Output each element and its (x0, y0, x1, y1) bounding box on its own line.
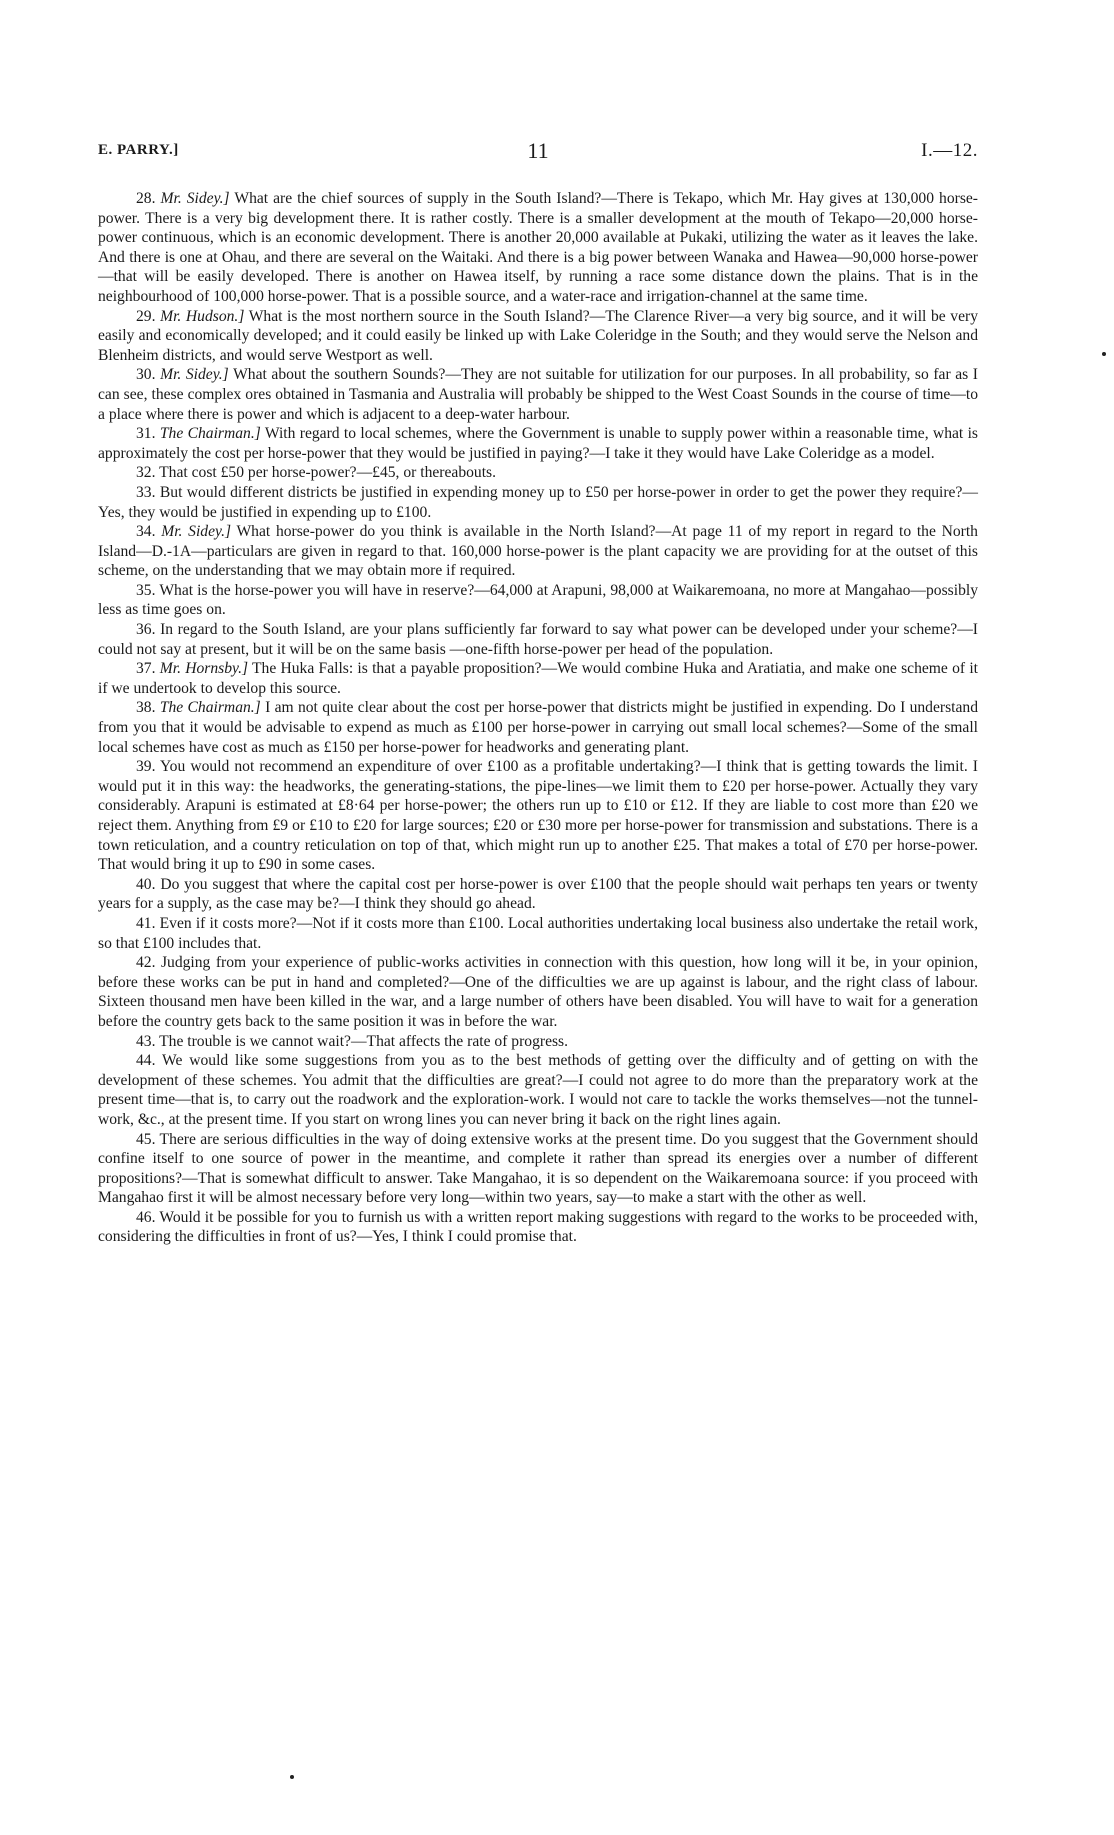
document-reference: I.—12. (921, 140, 978, 161)
question-number: 43. (136, 1032, 156, 1050)
question-paragraph (98, 581, 978, 620)
speaker-name: Mr. Sidey.] (161, 523, 232, 541)
question-paragraph (98, 1051, 978, 1129)
question-paragraph (98, 953, 978, 1031)
question-number: 42. (136, 954, 156, 972)
question-text: The Huka Falls: is that a payable proposition?—We would combine Huka and Aratiatia, and make one scheme of it if we undertook to develop this source. (98, 660, 978, 697)
question-number: 45. (136, 1130, 156, 1148)
question-text: What horse-power do you think is available in the North Island?—At page 11 of my report in regard to the North Island—D.-1A—particulars are given in regard to that. 160,000 horse-power is the plant capacity we are providing for at the outset of this scheme, on the understanding that we may obtain more if required. (98, 523, 978, 580)
question-number: 40. (136, 875, 156, 893)
question-text: But would different districts be justified in expending money up to £50 per horse-power in order to get the power they require?—Yes, they would be justified in expending up to £100. (98, 483, 978, 521)
question-text: The trouble is we cannot wait?—That affects the rate of progress. (159, 1032, 569, 1050)
question-paragraph (98, 307, 978, 366)
question-text: What about the southern Sounds?—They are not suitable for utilization for our purposes. In all probability, so far as I can see, these complex ores obtained in Tasmania and Australia will probably be shipped to the West Coast Sounds in the course of time—to a place where there is power and which is adjacent to a deep-water harbour. (98, 366, 978, 423)
question-paragraph (98, 1130, 978, 1208)
page-number: 11 (527, 138, 549, 163)
question-number: 33. (136, 483, 156, 501)
page-header (98, 138, 978, 168)
question-paragraph (98, 914, 978, 953)
question-number: 41. (136, 914, 156, 932)
question-text: With regard to local schemes, where the Government is unable to supply power within a reasonable time, what is approximately the cost per horse-power that they would be justified in paying?—I take it they would have Lake Coleridge as a model. (98, 425, 978, 462)
speaker-name: Mr. Sidey.] (160, 366, 229, 384)
question-paragraph (98, 659, 978, 698)
question-number: 30. (136, 366, 156, 384)
question-number: 38. (136, 699, 156, 717)
question-text: What is the horse-power you will have in reserve?—64,000 at Arapuni, 98,000 at Waikaremoana, no more at Mangahao—possibly less as time goes on. (98, 581, 978, 619)
question-paragraph (98, 1032, 978, 1052)
question-paragraph (98, 698, 978, 757)
question-text: What are the chief sources of supply in the South Island?—There is Tekapo, which Mr. Hay gives at 130,000 horse-power. There is a very big development there. It is rather costly. There is a smaller development at the mouth of Tekapo—20,000 horse-power continuous, which is an economic development. There is another 20,000 available at Pukaki, utilizing the water as it leaves the lake. And there is one at Ohau, and there are several on the Waitaki. And there is a big power between Wanaka and Hawea—90,000 horse-power—that will be easily developed. There is another on Hawea itself, by running a race some distance down the plains. That is in the neighbourhood of 100,000 horse-power. That is a possible source, and a water-race and irrigation-channel at the same time. (98, 190, 978, 305)
question-paragraph (98, 463, 978, 483)
speaker-name: The Chairman.] (159, 425, 261, 443)
question-number: 35. (136, 581, 156, 599)
question-paragraph (98, 620, 978, 659)
speaker-name: The Chairman.] (159, 699, 261, 717)
question-paragraph (98, 483, 978, 522)
question-text: In regard to the South Island, are your plans sufficiently far forward to say what power can be developed under your scheme?—I could not say at present, but it will be on the same basis —one-fifth horse-power per head of the population. (98, 621, 978, 658)
question-number: 34. (136, 523, 156, 541)
document-body (98, 189, 978, 1247)
question-number: 31. (136, 425, 156, 443)
question-number: 44. (136, 1052, 156, 1070)
question-paragraph (98, 424, 978, 463)
question-text: You would not recommend an expenditure of over £100 as a profitable undertaking?—I think that is getting towards the limit. I would put it in this way: the headworks, the generating-stations, the pipe-lines—we limit them to £20 per horse-power. Actually they vary considerably. Arapuni is estimated at £8·64 per horse-power; the others run up to £10 or £12. If they are liable to cost more than £20 we reject them. Anything from £9 or £10 to £20 for large sources; £20 or £30 more per horse-power for transmission and substations. There is a town reticulation, and a country reticulation on top of that, which might run up to another £25. That makes a total of £70 per horse-power. That would bring it up to £90 in some cases. (98, 758, 978, 874)
question-text: We would like some suggestions from you as to the best methods of getting over the difficulty and of getting on with the development of these schemes. You admit that the difficulties are great?—I could not agree to do more than the preparatory work at the present time—that is, to carry out the roadwork and the exploration-work. I would not care to tackle the works themselves—not the tunnel-work, &c., at the present time. If you start on wrong lines you can never bring it back on the right lines again. (98, 1052, 978, 1128)
speaker-name: Mr. Hornsby.] (159, 660, 249, 678)
question-text: Even if it costs more?—Not if it costs more than £100. Local authorities undertaking local business also undertake the retail work, so that £100 includes that. (98, 914, 978, 952)
question-text: That cost £50 per horse-power?—£45, or thereabouts. (159, 464, 497, 482)
question-number: 37. (136, 660, 156, 678)
question-text: Would it be possible for you to furnish us with a written report making suggestions with regard to the works to be proceeded with, considering the difficulties in front of us?—Yes, I think I could promise that. (98, 1208, 978, 1246)
question-paragraph (98, 365, 978, 424)
question-number: 32. (136, 464, 156, 482)
speaker-name: Mr. Hudson.] (160, 307, 245, 325)
question-paragraph (98, 875, 978, 914)
question-number: 29. (136, 307, 156, 325)
question-number: 28. (136, 190, 156, 207)
question-paragraph (98, 189, 978, 307)
question-text: I am not quite clear about the cost per horse-power that districts might be justified in expending. Do I understand from you that it would be advisable to expend as much as £100 per horse-power in carrying out small local schemes?—Some of the small local schemes have cost as much as £150 per horse-power for headworks and generating plant. (98, 699, 979, 756)
stray-mark (290, 1775, 294, 1779)
witness-name: E. PARRY.] (98, 142, 179, 158)
question-number: 46. (136, 1208, 156, 1226)
question-text: Do you suggest that where the capital cost per horse-power is over £100 that the people should wait perhaps ten years or twenty years for a supply, as the case may be?—I think they should go ahead. (98, 875, 978, 913)
question-number: 39. (136, 758, 156, 776)
question-text: Judging from your experience of public-works activities in connection with this question, how long will it be, in your opinion, before these works can be put in hand and completed?—One of the difficulties we are up against is labour, and the right class of labour. Sixteen thousand men have been killed in the war, and a large number of others have been disabled. You will have to wait for a generation before the country gets back to the same position it was in before the war. (98, 954, 978, 1030)
stray-mark (1102, 352, 1106, 356)
question-text: There are serious difficulties in the way of doing extensive works at the present time. Do you suggest that the Government should confine itself to one source of power in the meantime, and complete it rather than spread its energies over a number of different propositions?—That is somewhat difficult to answer. Take Mangahao, it is so dependent on the Waikaremoana source: if you proceed with Mangahao first it will be almost necessary before very long—within two years, say—to make a start with the other as well. (98, 1130, 978, 1207)
question-paragraph (98, 757, 978, 875)
question-paragraph (98, 1208, 978, 1247)
speaker-name: Mr. Sidey.] (160, 190, 230, 207)
question-number: 36. (136, 621, 156, 639)
question-paragraph (98, 522, 978, 581)
question-text: What is the most northern source in the South Island?—The Clarence River—a very big source, and it will be very easily and economically developed; and it could easily be linked up with Lake Coleridge in the South; and they would serve the Nelson and Blenheim districts, and would serve Westport as well. (98, 307, 978, 364)
